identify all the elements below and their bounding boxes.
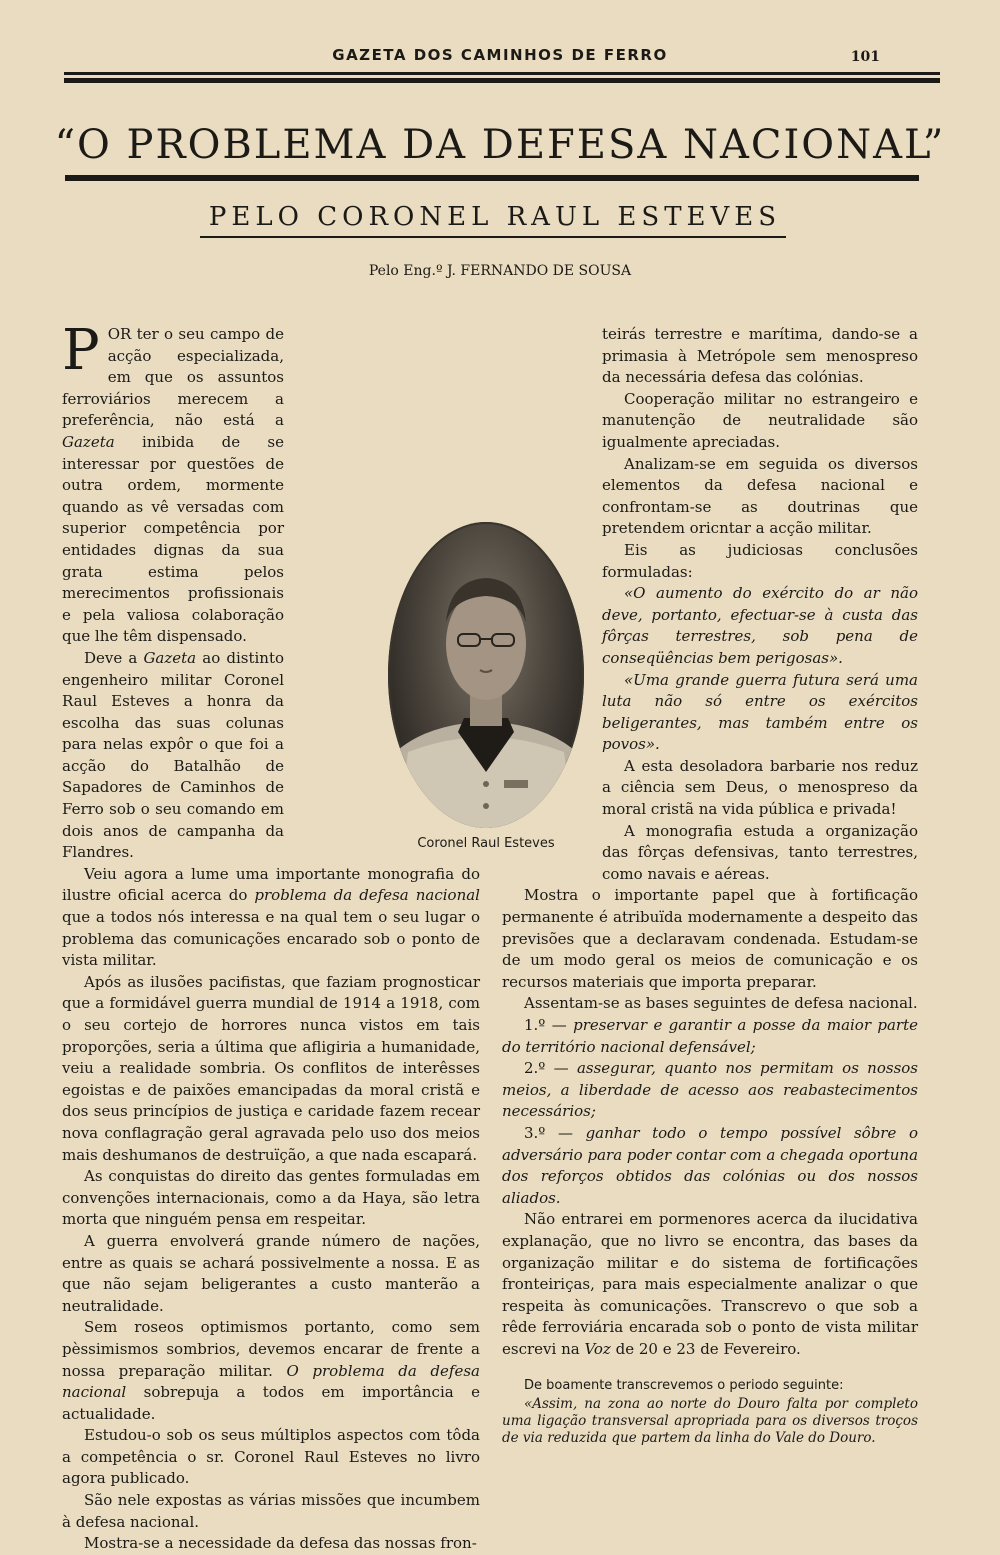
paragraph: A monografia estuda a organização das fôrças defensivas, tanto terrestres, como navais e aéreas. — [602, 821, 918, 883]
paragraph: Analizam-se em seguida os diversos elementos da defesa nacional e confrontam-se as doutrinas que pretendem oricntar a acção militar. — [602, 454, 918, 538]
paragraph — [502, 1209, 918, 1360]
footnote-heading: De boamente transcrevemos o periodo seguinte: — [524, 1377, 844, 1393]
article-title: “O PROBLEMA DA DEFESA NACIONAL” — [54, 122, 946, 168]
text-italic: problema da defesa nacional — [254, 886, 480, 905]
right-column — [502, 324, 918, 1447]
paragraph: São nele expostas as várias missões que incumbem à defesa nacional. — [62, 1491, 480, 1531]
text-italic: Gazeta — [143, 648, 197, 667]
text-italic: Gazeta — [62, 432, 115, 451]
text: sobrepuja a todos em importância e actualidade. — [62, 1383, 480, 1423]
text: OR ter o seu campo de acção especializada, em que os assuntos ferroviários merecem a preferência, não está a — [62, 325, 284, 430]
page-header — [60, 44, 940, 68]
text: Não entrarei em pormenores acerca da ilucidativa explanação, que no livro se encontra, das bases da organização militar e do sistema de fortificações fronteiriças, para mais especialmente analizar o que respeita às comunicações. Transcrevo o que sob a rêde ferroviária encarada sob o ponto de vista militar escrevi na — [502, 1210, 918, 1358]
paragraph: Mostra o importante papel que à fortificação permanente é atribuïda modernamente a despeito das previsões que a declaravam condenada. Estudam-se de um modo geral os meios de comunicação e os recursos materiais que importa preparar. — [502, 886, 918, 991]
subtitle-rule — [200, 236, 786, 238]
text-italic: preservar e garantir a posse da maior parte do território nacional defensável; — [502, 1016, 918, 1056]
article-subtitle: PELO CORONEL RAUL ESTEVES — [208, 202, 782, 232]
paragraph: Cooperação militar no estrangeiro e manutenção de neutralidade são igualmente apreciadas. — [602, 389, 918, 451]
byline: Pelo Eng.º J. FERNANDO DE SOUSA — [368, 263, 632, 279]
page-number: 101 — [850, 49, 880, 65]
paragraph: A guerra envolverá grande número de nações, entre as quais se achará possivelmente a nossa. E as que não sejam beligerantes a custo manterão a neutralidade. — [62, 1231, 480, 1315]
text-italic: assegurar, quanto nos permitam os nossos meios, a liberdade de acesso aos reabastecimentos necessários; — [502, 1059, 918, 1121]
text: que a todos nós interessa e na qual tem o seu lugar o problema das comunicações encarado sob o ponto de vista militar. — [62, 908, 480, 970]
text-italic: O problema da defesa nacional — [62, 1361, 480, 1402]
text: de 20 e 23 de Fevereiro. — [610, 1339, 801, 1358]
portrait-photo — [388, 522, 584, 828]
paragraph — [62, 1317, 480, 1425]
text-italic: Voz — [584, 1339, 611, 1358]
paragraph: teirás terrestre e marítima, dando-se a primasia à Metrópole sem menospreso da necessária defesa das colónias. — [602, 325, 918, 387]
drop-cap: P — [62, 318, 100, 383]
list-number: 1.º — — [524, 1016, 574, 1034]
list-item — [502, 1058, 918, 1123]
paragraph: Assentam-se as bases seguintes de defesa nacional. — [524, 994, 918, 1013]
text: Sem roseos optimismos portanto, como sem pèssimismos sombrios, devemos encarar de frente a nossa preparação militar. — [62, 1318, 480, 1380]
publication-name: GAZETA DOS CAMINHOS DE FERRO — [332, 46, 668, 64]
text: ao distinto engenheiro militar Coronel Raul Esteves a honra da escolha das suas colunas para nelas expôr o que foi a acção do Batalhão de Sapadores de Caminhos de Ferro sob o seu comando em dois anos de campanha da Flandres. — [62, 648, 285, 862]
text: Deve a — [84, 648, 144, 667]
text: Veiu agora a lume uma importante monografia do ilustre oficial acerca do — [62, 864, 480, 905]
list-item — [502, 1123, 918, 1209]
header-rule-top — [64, 72, 940, 75]
portrait-figure — [388, 522, 584, 828]
list-number: 2.º — — [524, 1059, 577, 1078]
paragraph: Mostra-se a necessidade da defesa das nossas fron- — [84, 1534, 477, 1553]
text: inibida de se interessar por questões de outra ordem, mormente quando as vê versadas com superior competência por entidades dignas da sua grata estima pelos merecimentos profissionais e pela valiosa colaboração que lhe têm dispensado. — [62, 432, 284, 646]
paragraph: A esta desoladora barbarie nos reduz a ciência sem Deus, o menospreso da moral cristã na vida pública e privada! — [602, 756, 918, 819]
paragraph: Estudou-o sob os seus múltiplos aspectos com tôda a competência o sr. Coronel Raul Esteves no livro agora publicado. — [62, 1426, 480, 1488]
left-column — [62, 318, 480, 1555]
quote: «O aumento do exército do ar não deve, portanto, efectuar-se à custa das fôrças terrestres, sob pena de conseqüências bem perigosas». — [602, 584, 918, 667]
paragraph: As conquistas do direito das gentes formuladas em convenções internacionais, como a da Haya, são letra morta que ninguém pensa em respeitar. — [62, 1167, 480, 1229]
quote: «Uma grande guerra futura será uma luta não só entre os exércitos beligerantes, mas também entre os povos». — [602, 670, 918, 754]
list-item — [502, 1015, 918, 1058]
title-rule — [65, 175, 919, 181]
paragraph: Após as ilusões pacifistas, que faziam prognosticar que a formidável guerra mundial de 1914 a 1918, com o seu cortejo de horrores nunca vistos em tais proporções, seria a última que afligiria a humanidade, veiu a realidade sombria. Os conflitos de interêsses egoistas e de paixões emancipadas da moral cristã e dos seus princípios de justiça e caridade fazem recear nova conflagração geral agravada pelo uso dos meios mais deshumanos de destruïção, a que nada escapará. — [62, 972, 480, 1164]
paragraph — [62, 864, 480, 972]
paragraph: Eis as judiciosas conclusões formuladas: — [602, 540, 918, 581]
footnote-quote: «Assim, na zona ao norte do Douro falta por completo uma ligação transversal apropriada para os diversos troços de via reduzida que partem da linha do Vale do Douro. — [502, 1396, 918, 1447]
photo-caption: Coronel Raul Esteves — [417, 836, 555, 851]
list-number: 3.º — — [524, 1123, 586, 1142]
header-rule-bottom — [64, 78, 940, 83]
text-italic: ganhar todo o tempo possível sôbre o adversário para poder contar com a chegada oportuna dos reforços obtidos das colónias ou dos nossos aliados. — [502, 1123, 919, 1207]
